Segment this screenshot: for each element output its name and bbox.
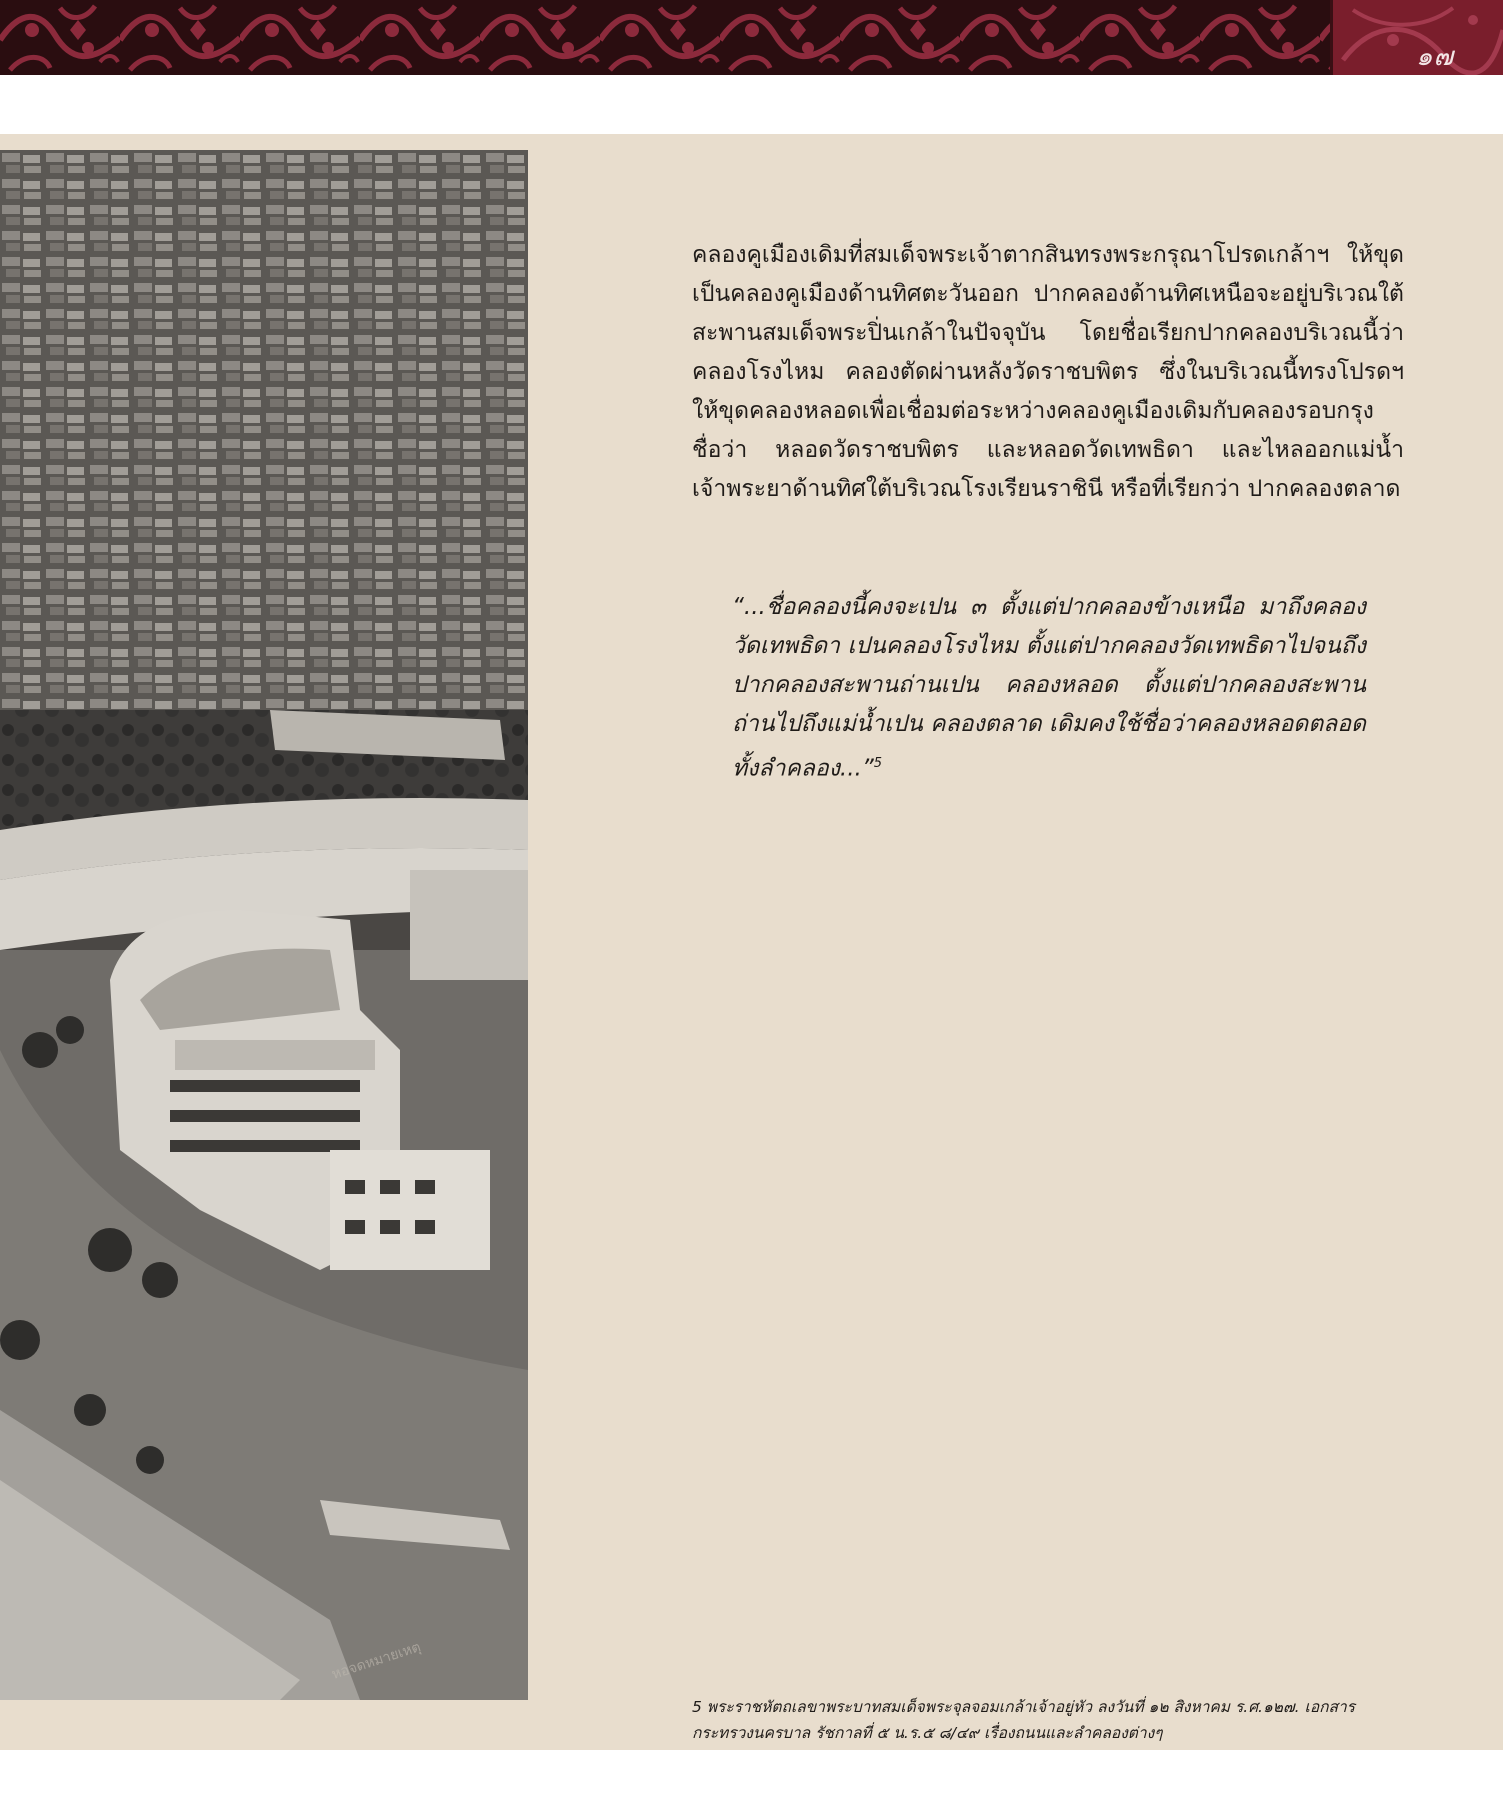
quote-text: “...ชื่อคลองนี้คงจะเปน ๓ ตั้งแต่ปากคลองข้างเหนือ มาถึงคลองวัดเทพธิดา เปนคลองโรงไหม ตั้งแต่ปากคลองวัดเทพธิดาไปจนถึงปากคลองสะพานถ่านเปน คลองหลอด ตั้งแต่ปากคลองสะพานถ่านไปถึงแม่น้ำเปน คลองตลาด เดิมคงใช้ชื่อว่าคลองหลอดตลอดทั้งลำคลอง...” (732, 594, 1366, 782)
photo-watermark: หอจดหมายเหตุ (329, 1639, 423, 1683)
footnote (692, 1694, 1432, 1746)
footnote-line-1: 5 พระราชหัตถเลขาพระบาทสมเด็จพระจุลจอมเกล้าเจ้าอยู่หัว ลงวันที่ ๑๒ สิงหาคม ร.ศ.๑๒๗. เอกสาร (692, 1698, 1356, 1716)
page-number-box (1330, 0, 1503, 75)
page-number: ๑๗ (1415, 42, 1454, 72)
aerial-photograph (0, 150, 528, 1700)
ornamental-header-banner (0, 0, 1503, 75)
body-text: คลองคูเมืองเดิมที่สมเด็จพระเจ้าตากสินทรงพระกรุณาโปรดเกล้าฯ ให้ขุดเป็นคลองคูเมืองด้านทิศตะวันออก ปากคลองด้านทิศเหนือจะอยู่บริเวณใต้สะพานสมเด็จพระปิ่นเกล้าในปัจจุบัน โดยชื่อเรียกปากคลองบริเวณนี้ว่า คลองโรงไหม คลองตัดผ่านหลังวัดราชบพิตร ซึ่งในบริเวณนี้ทรงโปรดฯ ให้ขุดคลองหลอดเพื่อเชื่อมต่อระหว่างคลองคูเมืองเดิมกับคลองรอบกรุง ชื่อว่า หลอดวัดราชบพิตร และหลอดวัดเทพธิดา และไหลออกแม่น้ำเจ้าพระยาด้านทิศใต้บริเวณโรงเรียนราชินี หรือที่เรียกว่า ปากคลองตลาด (692, 242, 1404, 502)
floral-ornament-icon (0, 0, 1503, 75)
footnote-reference: 5 (873, 756, 883, 771)
block-quote (732, 588, 1366, 789)
archival-aerial-photo-icon (0, 150, 528, 1700)
footnote-line-2: กระทรวงนครบาล รัชกาลที่ ๕ น.ร.๕ ๘/๔๙ เรื่องถนนและลำคลองต่างๆ (692, 1724, 1163, 1742)
body-paragraph (692, 236, 1404, 509)
